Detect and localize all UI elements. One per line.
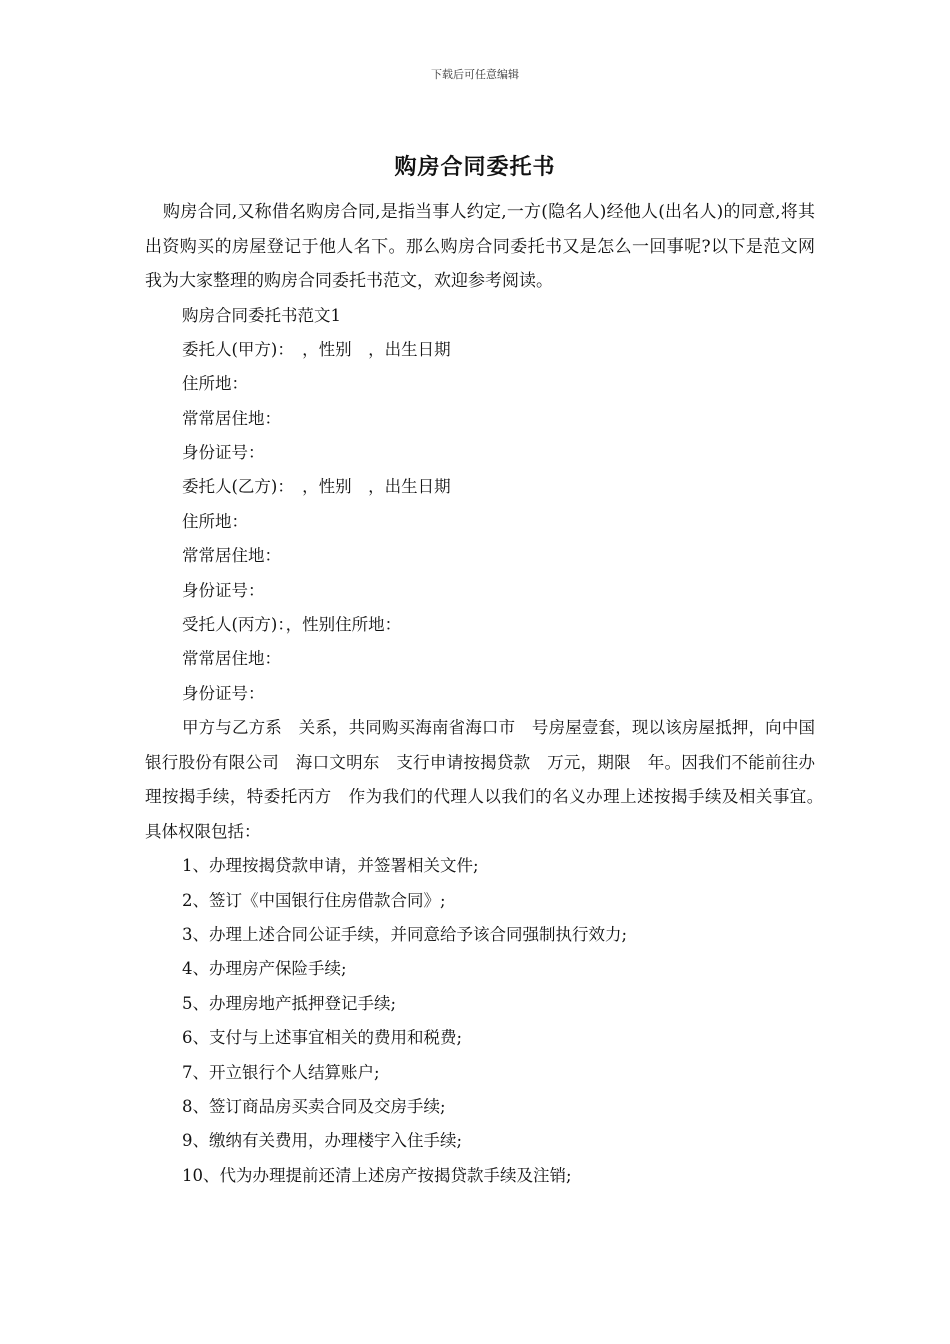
party-line-id-c: 身份证号： — [182, 683, 265, 703]
party-line-id-a: 身份证号： — [182, 443, 265, 463]
party-line-principal-b: 委托人(乙方)： ，性别 ，出生日期 — [182, 477, 451, 497]
authority-item: 10、代为办理提前还清上述房产按揭贷款手续及注销; — [182, 1165, 572, 1185]
intro-paragraph: 购房合同,又称借名购房合同,是指当事人约定,一方(隐名人)经他人(出名人)的同意,将其出资购买的房屋登记于他人名下。那么购房合同委托书又是怎么一回事呢?以下是范文网我为大家整理的购房合同委托书范文，欢迎参考阅读。 — [145, 202, 815, 291]
party-line-id-b: 身份证号： — [182, 580, 265, 600]
party-line-principal-a: 委托人(甲方)： ，性别 ，出生日期 — [182, 339, 451, 359]
authority-item: 1、办理按揭贷款申请，并签署相关文件; — [182, 856, 479, 876]
authority-item: 3、办理上述合同公证手续，并同意给予该合同强制执行效力; — [182, 924, 628, 944]
document-body — [145, 195, 832, 1193]
sample-heading: 购房合同委托书范文1 — [182, 305, 341, 325]
authority-item: 7、开立银行个人结算账户; — [182, 1062, 380, 1082]
authority-item: 9、缴纳有关费用，办理楼宇入住手续; — [182, 1131, 463, 1151]
party-line-residence-c: 常常居住地： — [182, 649, 281, 669]
authority-item: 8、签订商品房买卖合同及交房手续; — [182, 1096, 446, 1116]
party-line-address-b: 住所地： — [182, 511, 248, 531]
authority-item: 2、签订《中国银行住房借款合同》; — [182, 890, 446, 910]
authority-item: 5、办理房地产抵押登记手续; — [182, 993, 397, 1013]
party-line-address-a: 住所地： — [182, 374, 248, 394]
authority-item: 4、办理房产保险手续; — [182, 959, 347, 979]
authority-item: 6、支付与上述事宜相关的费用和税费; — [182, 1028, 463, 1048]
page-header-note: 下载后可任意编辑 — [431, 68, 519, 81]
party-line-agent-c: 受托人(丙方)：，性别住所地： — [182, 615, 402, 635]
authorization-paragraph: 甲方与乙方系 关系，共同购买海南省海口市 号房屋壹套，现以该房屋抵押，向中国银行股份有限公司 海口文明东 支行申请按揭贷款 万元，期限 年。因我们不能前往办理按揭手续，特委托丙方 作为我们的代理人以我们的名义办理上述按揭手续及相关事宜。 具体权限包括： — [145, 718, 832, 841]
party-line-residence-b: 常常居住地： — [182, 546, 281, 566]
document-title: 购房合同委托书 — [394, 155, 556, 180]
party-line-residence-a: 常常居住地： — [182, 408, 281, 428]
